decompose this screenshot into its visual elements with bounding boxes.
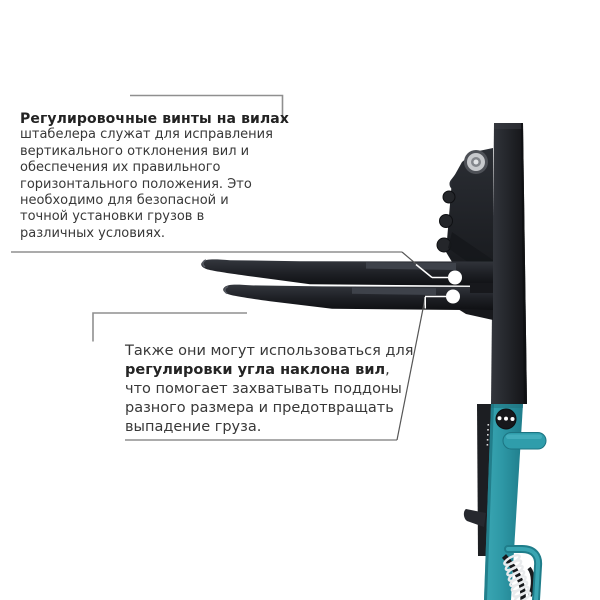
annotation-line: необходимо для безопасной и (20, 193, 229, 209)
fork-screw-marker-lower (446, 290, 460, 304)
annotation2-bold-text: регулировки угла наклона вил (125, 362, 386, 378)
annotation-line: точной установки грузов в (20, 209, 205, 225)
annotation-block-1 (20, 111, 290, 242)
annotation1-title: Регулировочные винты на вилах (20, 111, 289, 127)
fork-screw-marker-upper (448, 271, 462, 285)
upper-fork (201, 259, 493, 285)
fork-carriage (437, 148, 493, 280)
handle-tab (503, 433, 546, 450)
adjustment-disc (496, 409, 516, 429)
annotation-line: вертикального отклонения вил и (20, 143, 250, 159)
callout-bracket-2 (93, 313, 247, 342)
carriage-roller (464, 150, 488, 174)
annotation-block-2 (125, 342, 435, 437)
annotation-line: выпадение груза. (125, 419, 262, 435)
annotation-line: различных условиях. (20, 225, 166, 241)
annotation-line: горизонтального положения. Это (20, 176, 252, 192)
annotation-line: Также они могут использоваться для (125, 343, 414, 359)
annotation-line: обеспечения их правильного (20, 160, 221, 176)
annotation-line: штабелера служат для исправления (20, 127, 273, 143)
annotation-line-bold: регулировки угла наклона вил, (125, 362, 390, 378)
stacker-mast (491, 123, 527, 404)
annotation-line: что помогает захватывать поддоны (125, 381, 402, 397)
annotation-line: разного размера и предотвращать (125, 400, 394, 416)
